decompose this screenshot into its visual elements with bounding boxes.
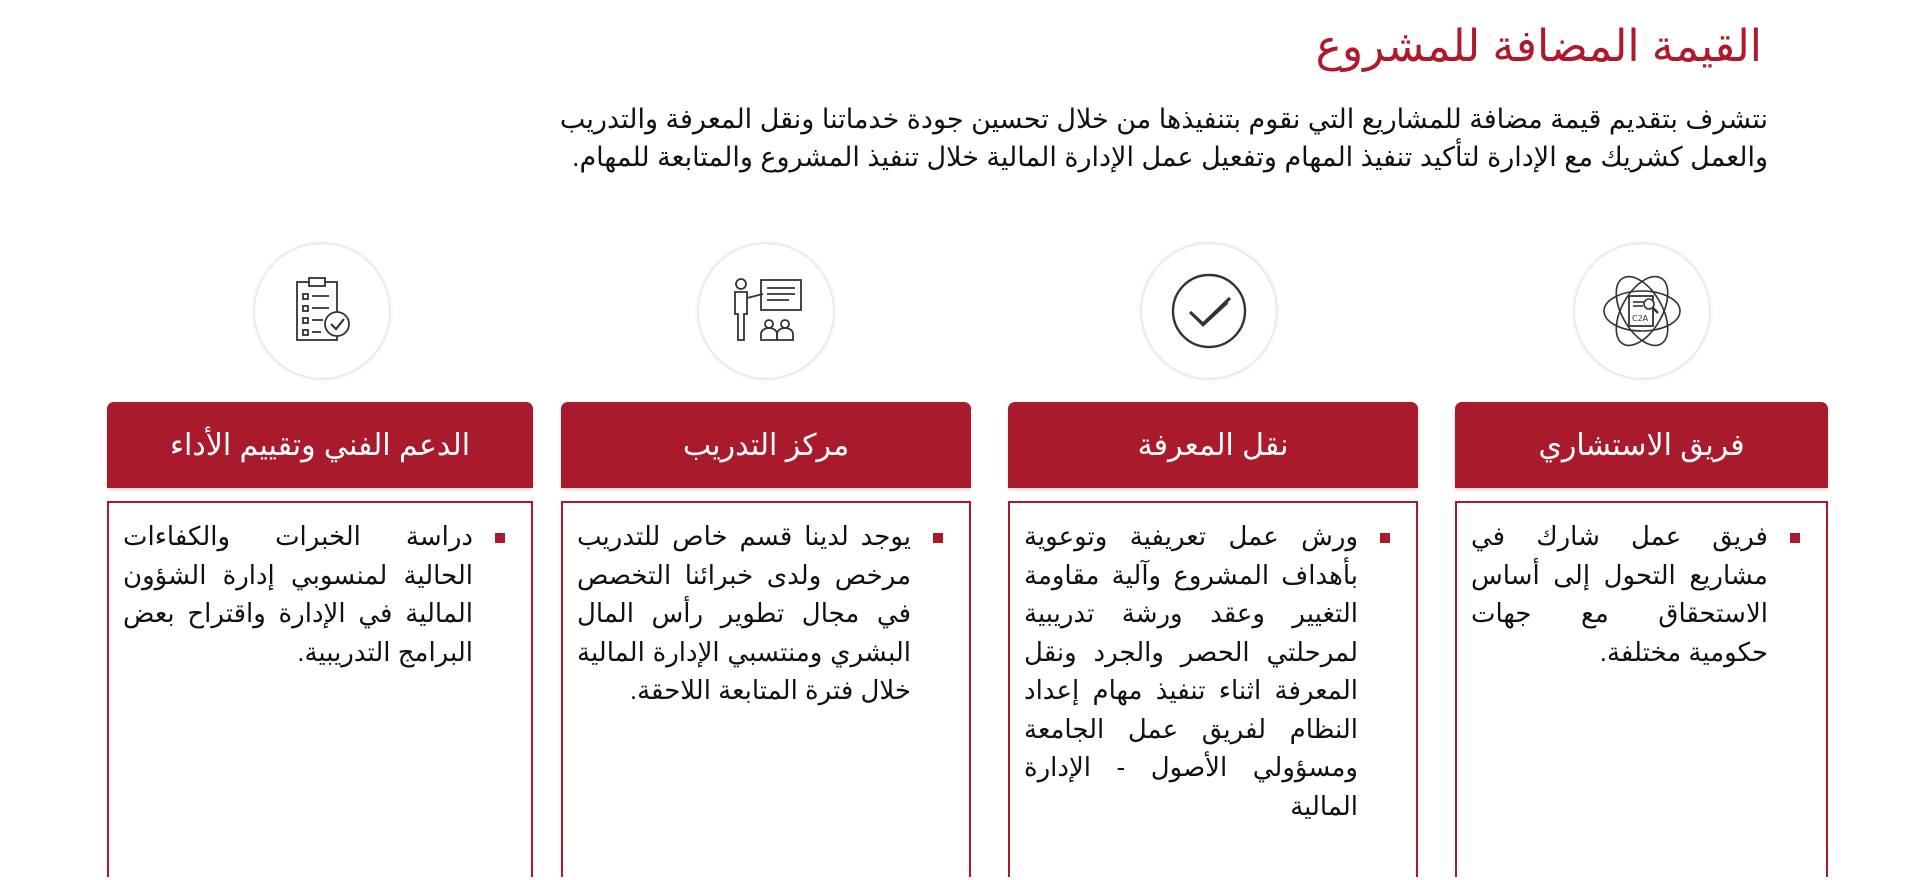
consulting-c2a-icon xyxy=(1575,244,1709,378)
card-body-knowledge-transfer xyxy=(1008,501,1418,877)
trainer-presentation-icon xyxy=(699,244,833,378)
card-header-consulting-team: فريق الاستشاري xyxy=(1455,402,1828,488)
list-item: يوجد لدينا قسم خاص للتدريب مرخص ولدى خبرائنا التخصص في مجال تطوير رأس المال البشري ومنتسبي الإدارة المالية خلال فترة المتابعة اللاحقة. xyxy=(577,517,955,710)
list-item: دراسة الخبرات والكفاءات الحالية لمنسوبي إدارة الشؤون المالية في الإدارة واقتراح بعض البرامج التدريبية. xyxy=(123,517,517,671)
list-item: ورش عمل تعريفية وتوعوية بأهداف المشروع وآلية مقاومة التغيير وعقد ورشة تدريبية لمرحلتي الحصر والجرد ونقل المعرفة اثناء تنفيذ مهام إعداد النظام لفريق عمل الجامعة ومسؤولي الأصول - الإدارة المالية xyxy=(1024,517,1402,825)
list-item: فريق عمل شارك في مشاريع التحول إلى أساس الاستحقاق مع جهات حكومية مختلفة. xyxy=(1471,517,1812,671)
card-header-technical-support: الدعم الفني وتقييم الأداء xyxy=(107,402,533,488)
intro-line-2: والعمل كشريك مع الإدارة لتأكيد تنفيذ المهام وتفعيل عمل الإدارة المالية خلال تنفيذ المشروع والمتابعة للمهام. xyxy=(571,142,1768,172)
card-body-training-center xyxy=(561,501,971,877)
page-title: القيمة المضافة للمشروع xyxy=(1315,22,1762,72)
checklist-clipboard-icon xyxy=(255,244,389,378)
card-header-training-center: مركز التدريب xyxy=(561,402,971,488)
intro-paragraph xyxy=(208,100,1768,176)
intro-line-1: نتشرف بتقديم قيمة مضافة للمشاريع التي نقوم بتنفيذها من خلال تحسين جودة خدماتنا ونقل المعرفة والتدريب xyxy=(559,104,1768,134)
card-body-consulting-team xyxy=(1455,501,1828,877)
card-header-knowledge-transfer: نقل المعرفة xyxy=(1008,402,1418,488)
svg-text:C2A: C2A xyxy=(1632,314,1649,323)
checkmark-icon xyxy=(1142,244,1276,378)
card-body-technical-support xyxy=(107,501,533,877)
